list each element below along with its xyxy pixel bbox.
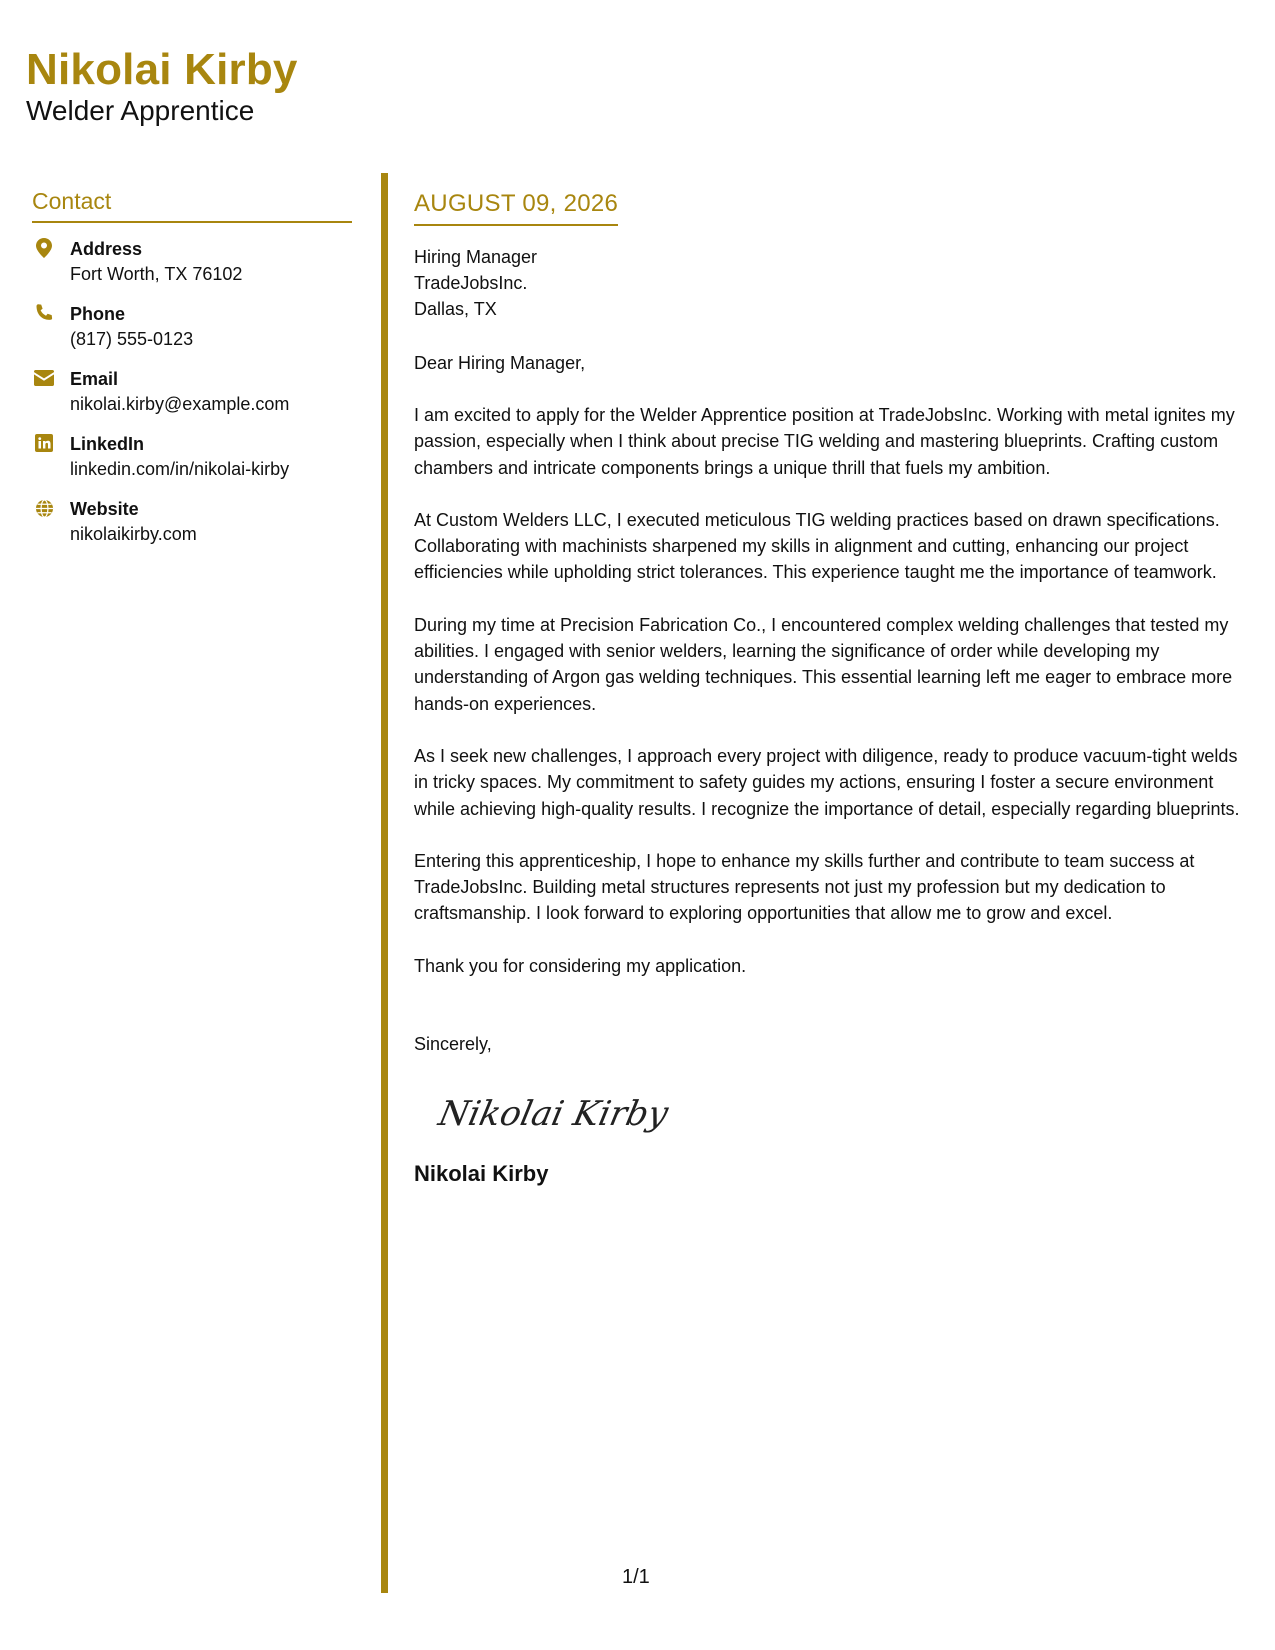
- phone-icon: [34, 303, 54, 323]
- contact-item-linkedin: [32, 432, 352, 482]
- address-value: Fort Worth, TX 76102: [70, 264, 243, 284]
- paragraph: During my time at Precision Fabrication Co., I encountered complex welding challenges that tested my abilities. I engaged with senior welders, learning the significance of order while developing my understanding of Argon gas welding techniques. This essential learning left me eager to embrace more hands-on experiences.: [414, 614, 1233, 714]
- contact-item-website: [32, 497, 352, 547]
- contact-item-address: [32, 237, 352, 287]
- recipient-block: [414, 244, 1254, 322]
- job-title: Welder Apprentice: [26, 95, 255, 127]
- website-value: nikolaikirby.com: [70, 524, 197, 544]
- email-label: Email: [70, 369, 119, 389]
- envelope-icon: [34, 368, 54, 388]
- contact-heading: Contact: [32, 188, 352, 223]
- paragraph: As I seek new challenges, I approach every project with diligence, ready to produce vacuum-tight welds in tricky spaces. My commitment to safety guides my actions, ensuring I foster a secure environment while achieving high-quality results. I recognize the importance of detail, especially regarding blueprints.: [414, 745, 1240, 819]
- paragraph: At Custom Welders LLC, I executed meticulous TIG welding practices based on drawn specifications. Collaborating with machinists sharpened my skills in alignment and cutting, enhancing our project efficiencies while upholding strict tolerances. This experience taught me the importance of teamwork.: [414, 509, 1220, 583]
- phone-value: (817) 555-0123: [70, 329, 194, 349]
- page-number: 1/1: [622, 1566, 650, 1588]
- signature-text: Nikolai Kirby: [435, 1094, 672, 1134]
- address-label: Address: [70, 239, 143, 259]
- email-value: nikolai.kirby@example.com: [70, 394, 290, 414]
- signer-name: Nikolai Kirby: [414, 1161, 549, 1187]
- globe-icon: [34, 498, 54, 518]
- contact-item-email: [32, 367, 352, 417]
- header: [26, 46, 298, 127]
- contact-item-phone: [32, 302, 352, 352]
- applicant-name: Nikolai Kirby: [26, 45, 298, 94]
- handwritten-signature: [434, 1083, 1254, 1143]
- map-pin-icon: [34, 238, 54, 258]
- recipient-company: TradeJobsInc.: [414, 273, 528, 293]
- paragraph: I am excited to apply for the Welder Apprentice position at TradeJobsInc. Working with metal ignites my passion, especially when I think about precise TIG welding and mastering blueprints. Crafting custom chambers and intricate components brings a unique thrill that fuels my ambition.: [414, 405, 1235, 478]
- linkedin-value: linkedin.com/in/nikolai-kirby: [70, 459, 290, 479]
- letter-date: AUGUST 09, 2026: [414, 190, 618, 226]
- linkedin-label: LinkedIn: [70, 434, 145, 454]
- letter-body: [414, 190, 1254, 1187]
- greeting: Dear Hiring Manager,: [414, 353, 586, 373]
- recipient-location: Dallas, TX: [414, 299, 497, 319]
- linkedin-icon: [34, 433, 54, 453]
- closing: Sincerely,: [414, 1034, 492, 1055]
- paragraph: Entering this apprenticeship, I hope to enhance my skills further and contribute to team success at TradeJobsInc. Building metal structures represents not just my profession but my dedication to craftsmanship. I look forward to exploring opportunities that allow me to grow and excel.: [414, 850, 1195, 924]
- contact-sidebar: [32, 188, 352, 562]
- paragraph: Thank you for considering my application.: [414, 955, 747, 976]
- phone-label: Phone: [70, 304, 126, 324]
- recipient-title: Hiring Manager: [414, 247, 538, 267]
- vertical-divider: [381, 173, 388, 1593]
- website-label: Website: [70, 499, 139, 519]
